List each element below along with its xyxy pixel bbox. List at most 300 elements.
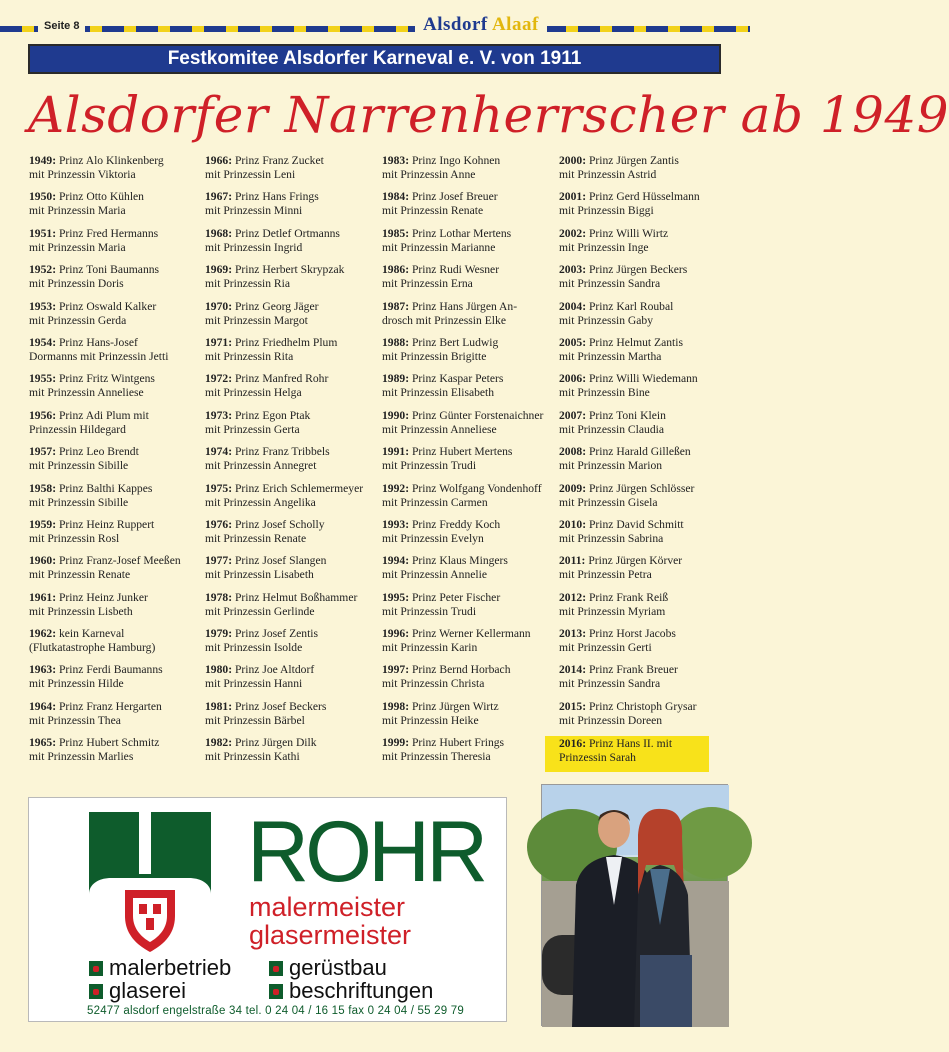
page-number: Seite 8 — [38, 20, 85, 32]
entry-line-2: Prinzessin Sarah — [559, 751, 636, 765]
photo-illustration — [542, 785, 729, 1027]
entry-year: 1982: — [205, 736, 233, 750]
entry-line-1: Prinz Jürgen Körver — [588, 554, 683, 568]
ruler-entry — [29, 663, 201, 699]
ruler-entry — [559, 263, 731, 299]
ruler-entry — [205, 736, 377, 772]
entry-line-2: mit Prinzessin Sibille — [29, 459, 129, 473]
ruler-entry — [382, 190, 554, 226]
entry-line-2: mit Prinzessin Ingrid — [205, 240, 303, 254]
entry-line-2: mit Prinzessin Brigitte — [382, 349, 487, 363]
entry-year: 1964: — [29, 699, 57, 713]
rohr-logo-icon — [89, 812, 211, 960]
entry-line-1: Prinz Jürgen Zantis — [588, 154, 679, 167]
entry-year: 2003: — [559, 263, 587, 277]
masthead — [415, 14, 547, 36]
entry-year: 1955: — [29, 372, 57, 386]
ruler-entry — [559, 482, 731, 518]
ruler-entry — [559, 554, 731, 590]
entry-year: 1970: — [205, 299, 233, 313]
top-bar — [0, 0, 750, 46]
entry-line-1: Prinz Helmut Boßhammer — [234, 590, 358, 604]
entry-year: 1974: — [205, 445, 233, 459]
entry-line-1: Prinz Hubert Mertens — [411, 445, 513, 459]
entry-line-2: (Flutkatastrophe Hamburg) — [29, 641, 156, 655]
entry-year: 2001: — [559, 190, 587, 204]
entry-line-1: Prinz Kaspar Peters — [411, 372, 504, 386]
ruler-entry — [559, 445, 731, 481]
entry-year: 2015: — [559, 699, 587, 713]
entry-line-2: mit Prinzessin Renate — [29, 568, 131, 582]
entry-line-2: mit Prinzessin Ria — [205, 277, 291, 291]
entry-line-1: Prinz Manfred Rohr — [234, 372, 329, 386]
ruler-entry — [382, 627, 554, 663]
entry-year: 1992: — [382, 481, 410, 495]
service-item — [269, 956, 387, 980]
service-bullet-icon — [269, 961, 283, 976]
ruler-entry — [29, 518, 201, 554]
ruler-entry — [205, 482, 377, 518]
entry-line-2: mit Prinzessin Rita — [205, 349, 294, 363]
service-label: malerbetrieb — [109, 955, 232, 980]
service-bullet-icon — [89, 961, 103, 976]
entry-year: 2004: — [559, 299, 587, 313]
entry-year: 2010: — [559, 517, 587, 531]
entry-line-1: Prinz Erich Schlemermeyer — [234, 481, 364, 495]
entry-year: 1988: — [382, 335, 410, 349]
ruler-entry — [382, 409, 554, 445]
ruler-entry — [559, 518, 731, 554]
entry-line-2: mit Prinzessin Sabrina — [559, 531, 664, 545]
entry-year: 1972: — [205, 372, 233, 386]
masthead-alaaf: Alaaf — [491, 14, 539, 35]
entry-year: 2009: — [559, 481, 587, 495]
entry-line-1: Prinz Frank Breuer — [588, 663, 678, 677]
entry-line-1: Prinz Harald Gilleßen — [588, 445, 691, 459]
entry-line-2: mit Prinzessin Astrid — [559, 168, 657, 181]
entry-year: 1967: — [205, 190, 233, 204]
ruler-entry — [205, 300, 377, 336]
entry-line-2: mit Prinzessin Hanni — [205, 677, 303, 691]
ruler-entry — [205, 372, 377, 408]
ruler-entry — [29, 591, 201, 627]
ruler-entry — [559, 336, 731, 372]
page-headline: Alsdorfer Narrenherrscher ab 1949 — [28, 86, 949, 144]
dashed-rule — [0, 26, 750, 32]
ruler-entry — [559, 300, 731, 336]
service-label: gerüstbau — [289, 955, 387, 980]
ruler-entry — [29, 263, 201, 299]
ruler-entry — [29, 300, 201, 336]
entry-year: 1976: — [205, 517, 233, 531]
entry-year: 1983: — [382, 154, 410, 167]
entry-line-1: Prinz Klaus Mingers — [411, 554, 508, 568]
entry-line-1: Prinz Oswald Kalker — [58, 299, 157, 313]
section-banner: Festkomitee Alsdorfer Karneval e. V. von 1911 — [28, 44, 721, 74]
entry-line-1: Prinz Hans Jürgen An- — [411, 299, 518, 313]
entry-year: 1957: — [29, 445, 57, 459]
entry-line-1: Prinz Helmut Zantis — [588, 335, 683, 349]
entry-year: 1984: — [382, 190, 410, 204]
ruler-entry — [382, 154, 554, 190]
ruler-entry — [382, 263, 554, 299]
ruler-entry — [205, 263, 377, 299]
trade-glasermeister: glasermeister — [249, 920, 412, 950]
entry-year: 2011: — [559, 554, 586, 568]
entry-line-1: Prinz Willi Wiedemann — [588, 372, 698, 386]
service-bullet-icon — [89, 984, 103, 999]
ruler-entry — [382, 372, 554, 408]
ruler-entry — [205, 336, 377, 372]
ruler-entry — [205, 591, 377, 627]
entry-line-2: mit Prinzessin Viktoria — [29, 168, 136, 181]
service-item — [269, 979, 433, 1003]
ruler-entry — [205, 700, 377, 736]
column-1 — [29, 154, 201, 773]
column-4 — [559, 154, 731, 772]
entry-line-1: Prinz Fred Hermanns — [58, 226, 159, 240]
entry-line-1: Prinz Frank Reiß — [588, 590, 669, 604]
entry-line-1: Prinz Toni Klein — [588, 408, 666, 422]
entry-line-1: Prinz Balthi Kappes — [58, 481, 153, 495]
entry-year: 1966: — [205, 154, 233, 167]
entry-line-1: Prinz Willi Wirtz — [588, 226, 669, 240]
entry-line-2: mit Prinzessin Kathi — [205, 750, 300, 764]
entry-line-1: Prinz David Schmitt — [588, 517, 684, 531]
entry-line-1: Prinz Hans II. mit — [588, 737, 673, 751]
ruler-entry — [205, 518, 377, 554]
service-label: glaserei — [109, 978, 187, 1003]
entry-line-1: Prinz Lothar Mertens — [411, 226, 512, 240]
entry-line-2: mit Prinzessin Evelyn — [382, 531, 484, 545]
ruler-entry — [29, 700, 201, 736]
entry-line-1: Prinz Josef Scholly — [234, 517, 325, 531]
entry-line-1: Prinz Toni Baumanns — [58, 263, 160, 277]
entry-year: 2012: — [559, 590, 587, 604]
entry-line-2: mit Prinzessin Margot — [205, 313, 308, 327]
entry-year: 1962: — [29, 627, 57, 641]
entry-line-1: Prinz Hubert Frings — [411, 736, 505, 750]
entry-line-1: Prinz Gerd Hüsselmann — [588, 190, 700, 204]
entry-line-2: mit Prinzessin Thea — [29, 713, 121, 727]
ruler-entry — [29, 482, 201, 518]
ruler-entry — [559, 700, 731, 736]
entry-line-1: Prinz Franz Tribbels — [234, 445, 330, 459]
entry-line-1: Prinz Detlef Ortmanns — [234, 226, 340, 240]
ruler-entry — [559, 591, 731, 627]
entry-year: 1958: — [29, 481, 57, 495]
entry-year: 1963: — [29, 663, 57, 677]
entry-year: 1968: — [205, 226, 233, 240]
entry-line-2: mit Prinzessin Inge — [559, 240, 649, 254]
entry-line-2: mit Prinzessin Doris — [29, 277, 124, 291]
entry-year: 2006: — [559, 372, 587, 386]
prince-couple-photo — [541, 784, 728, 1026]
column-3 — [382, 154, 554, 773]
entry-line-1: Prinz Heinz Ruppert — [58, 517, 155, 531]
ruler-entry — [29, 372, 201, 408]
entry-year: 2016: — [559, 737, 587, 751]
entry-line-2: mit Prinzessin Bärbel — [205, 713, 305, 727]
entry-year: 2005: — [559, 335, 587, 349]
entry-line-2: mit Prinzessin Annelie — [382, 568, 487, 582]
entry-line-2: mit Prinzessin Maria — [29, 240, 126, 254]
entry-year: 1995: — [382, 590, 410, 604]
entry-line-1: Prinz Fritz Wintgens — [58, 372, 155, 386]
entry-line-1: Prinz Josef Zentis — [234, 627, 319, 641]
entry-year: 1998: — [382, 699, 410, 713]
entry-line-1: Prinz Josef Breuer — [411, 190, 498, 204]
column-2 — [205, 154, 377, 773]
entry-line-1: Prinz Leo Brendt — [58, 445, 139, 459]
entry-line-2: mit Prinzessin Petra — [559, 568, 652, 582]
entry-line-1: Prinz Jürgen Wirtz — [411, 699, 499, 713]
entry-line-2: mit Prinzessin Doreen — [559, 713, 663, 727]
entry-line-2: mit Prinzessin Lisabeth — [205, 568, 314, 582]
entry-line-2: Dormanns mit Prinzessin Jetti — [29, 349, 169, 363]
service-bullet-icon — [269, 984, 283, 999]
ruler-entry — [205, 663, 377, 699]
entry-year: 1954: — [29, 335, 57, 349]
entry-line-2: mit Prinzessin Erna — [382, 277, 473, 291]
entry-line-1: Prinz Karl Roubal — [588, 299, 674, 313]
ruler-entry — [559, 154, 731, 190]
entry-line-1: Prinz Josef Beckers — [234, 699, 327, 713]
entry-year: 1997: — [382, 663, 410, 677]
service-item — [89, 956, 231, 980]
entry-line-1: Prinz Wolfgang Vondenhoff — [411, 481, 542, 495]
entry-year: 2014: — [559, 663, 587, 677]
entry-line-2: mit Prinzessin Theresia — [382, 750, 491, 764]
entry-year: 2013: — [559, 627, 587, 641]
entry-line-1: Prinz Freddy Koch — [411, 517, 501, 531]
entry-year: 1965: — [29, 736, 57, 750]
entry-year: 1986: — [382, 263, 410, 277]
entry-year: 2002: — [559, 226, 587, 240]
ruler-entry — [205, 227, 377, 263]
entry-line-1: kein Karneval — [58, 627, 125, 641]
ruler-entry — [382, 518, 554, 554]
rohr-advertisement — [28, 797, 507, 1022]
ruler-entry — [559, 227, 731, 263]
entry-year: 1969: — [205, 263, 233, 277]
entry-year: 2008: — [559, 445, 587, 459]
entry-year: 1991: — [382, 445, 410, 459]
entry-line-2: mit Prinzessin Anneliese — [29, 386, 144, 400]
ruler-entry — [559, 372, 731, 408]
entry-line-2: mit Prinzessin Gerta — [205, 422, 300, 436]
entry-year: 2007: — [559, 408, 587, 422]
entry-line-2: mit Prinzessin Heike — [382, 713, 479, 727]
entry-year: 1951: — [29, 226, 57, 240]
entry-line-2: mit Prinzessin Anne — [382, 168, 476, 181]
entry-line-1: Prinz Horst Jacobs — [588, 627, 676, 641]
entry-year: 1960: — [29, 554, 57, 568]
entry-line-1: Prinz Ferdi Baumanns — [58, 663, 163, 677]
entry-line-1: Prinz Ingo Kohnen — [411, 154, 501, 167]
ruler-entry — [382, 227, 554, 263]
entry-year: 1980: — [205, 663, 233, 677]
ruler-entry — [205, 627, 377, 663]
entry-line-1: Prinz Peter Fischer — [411, 590, 501, 604]
entry-line-1: Prinz Werner Kellermann — [411, 627, 531, 641]
entry-year: 1950: — [29, 190, 57, 204]
entry-line-2: mit Prinzessin Isolde — [205, 641, 303, 655]
entry-line-2: mit Prinzessin Gerlinde — [205, 604, 315, 618]
entry-year: 1952: — [29, 263, 57, 277]
ruler-entry — [29, 336, 201, 372]
ruler-entry — [382, 336, 554, 372]
service-label: beschriftungen — [289, 978, 434, 1003]
entry-line-2: mit Prinzessin Angelika — [205, 495, 316, 509]
entry-line-2: mit Prinzessin Gaby — [559, 313, 654, 327]
entry-line-1: Prinz Christoph Grysar — [588, 699, 697, 713]
entry-line-1: Prinz Jürgen Dilk — [234, 736, 317, 750]
ruler-entry — [205, 554, 377, 590]
ruler-entry — [559, 627, 731, 663]
entry-year: 1956: — [29, 408, 57, 422]
entry-line-1: Prinz Joe Altdorf — [234, 663, 315, 677]
ruler-entry — [382, 736, 554, 772]
entry-line-1: Prinz Adi Plum mit — [58, 408, 149, 422]
entry-line-1: Prinz Franz Zucket — [234, 154, 324, 167]
ruler-entry — [29, 736, 201, 772]
entry-line-2: mit Prinzessin Christa — [382, 677, 485, 691]
entry-line-2: mit Prinzessin Bine — [559, 386, 650, 400]
entry-line-1: Prinz Jürgen Beckers — [588, 263, 688, 277]
entry-line-1: Prinz Bernd Horbach — [411, 663, 511, 677]
entry-line-2: mit Prinzessin Gisela — [559, 495, 658, 509]
ruler-entry — [382, 482, 554, 518]
entry-line-2: mit Prinzessin Hilde — [29, 677, 124, 691]
entry-year: 1973: — [205, 408, 233, 422]
entry-line-2: mit Prinzessin Sandra — [559, 277, 661, 291]
entry-line-1: Prinz Günter Forstenaichner — [411, 408, 544, 422]
entry-line-2: mit Prinzessin Marianne — [382, 240, 496, 254]
ruler-entry — [29, 154, 201, 190]
entry-line-1: Prinz Hans-Josef — [58, 335, 138, 349]
entry-year: 1999: — [382, 736, 410, 750]
entry-line-2: mit Prinzessin Sandra — [559, 677, 661, 691]
entry-year: 1981: — [205, 699, 233, 713]
entry-year: 1985: — [382, 226, 410, 240]
ruler-entry — [29, 554, 201, 590]
entry-line-2: mit Prinzessin Helga — [205, 386, 302, 400]
entry-year: 1990: — [382, 408, 410, 422]
entry-line-2: mit Prinzessin Rosl — [29, 531, 120, 545]
ruler-entry — [545, 736, 709, 772]
entry-line-1: Prinz Otto Kühlen — [58, 190, 144, 204]
entry-line-1: Prinz Hans Frings — [234, 190, 319, 204]
entry-line-2: mit Prinzessin Karin — [382, 641, 478, 655]
ruler-entry — [29, 445, 201, 481]
entry-line-2: mit Prinzessin Lisbeth — [29, 604, 133, 618]
entry-year: 1978: — [205, 590, 233, 604]
entry-line-2: mit Prinzessin Sibille — [29, 495, 129, 509]
ruler-entry — [29, 409, 201, 445]
ruler-entry — [205, 445, 377, 481]
ruler-entry — [382, 663, 554, 699]
ruler-entry — [205, 409, 377, 445]
entry-line-2: mit Prinzessin Renate — [205, 531, 307, 545]
ruler-entry — [205, 154, 377, 190]
entry-line-2: Prinzessin Hildegard — [29, 422, 126, 436]
entry-line-2: mit Prinzessin Trudi — [382, 459, 477, 473]
entry-year: 1994: — [382, 554, 410, 568]
trade-malermeister: malermeister — [249, 892, 406, 922]
entry-line-2: mit Prinzessin Elisabeth — [382, 386, 495, 400]
brand-name: ROHR — [247, 804, 485, 900]
entry-line-2: mit Prinzessin Carmen — [382, 495, 488, 509]
entry-line-1: Prinz Heinz Junker — [58, 590, 148, 604]
ruler-entry — [29, 627, 201, 663]
entry-line-1: Prinz Bert Ludwig — [411, 335, 499, 349]
entry-line-2: mit Prinzessin Annegret — [205, 459, 317, 473]
entry-line-1: Prinz Jürgen Schlösser — [588, 481, 695, 495]
entry-line-2: drosch mit Prinzessin Elke — [382, 313, 506, 327]
entry-line-2: mit Prinzessin Leni — [205, 168, 296, 181]
ruler-entry — [559, 409, 731, 445]
ruler-entry — [559, 190, 731, 226]
entry-line-2: mit Prinzessin Marion — [559, 459, 663, 473]
entry-line-2: mit Prinzessin Trudi — [382, 604, 477, 618]
entry-line-1: Prinz Rudi Wesner — [411, 263, 500, 277]
entry-year: 1993: — [382, 517, 410, 531]
masthead-alsdorf: Alsdorf — [423, 14, 488, 35]
entry-line-1: Prinz Alo Klinkenberg — [58, 154, 164, 167]
entry-year: 1989: — [382, 372, 410, 386]
entry-line-2: mit Prinzessin Claudia — [559, 422, 664, 436]
entry-line-2: mit Prinzessin Gerti — [559, 641, 652, 655]
contact-address: 52477 alsdorf engelstraße 34 tel. 0 24 04 / 16 15 fax 0 24 04 / 55 29 79 — [87, 1005, 464, 1017]
service-item — [89, 979, 186, 1003]
ruler-entry — [382, 591, 554, 627]
ruler-entry — [382, 445, 554, 481]
entry-year: 1975: — [205, 481, 233, 495]
entry-year: 1977: — [205, 554, 233, 568]
entry-line-2: mit Prinzessin Renate — [382, 204, 484, 218]
entry-line-1: Prinz Egon Ptak — [234, 408, 311, 422]
ruler-entry — [559, 663, 731, 699]
entry-line-1: Prinz Franz-Josef Meeßen — [58, 554, 181, 568]
entry-line-1: Prinz Hubert Schmitz — [58, 736, 160, 750]
ruler-entry — [29, 190, 201, 226]
entry-line-2: mit Prinzessin Anneliese — [382, 422, 497, 436]
entry-line-2: mit Prinzessin Martha — [559, 349, 662, 363]
ruler-entry — [382, 700, 554, 736]
entry-year: 1959: — [29, 517, 57, 531]
entry-year: 1971: — [205, 335, 233, 349]
entry-line-1: Prinz Friedhelm Plum — [234, 335, 338, 349]
entry-line-1: Prinz Franz Hergarten — [58, 699, 162, 713]
ruler-entry — [382, 554, 554, 590]
entry-year: 1961: — [29, 590, 57, 604]
ruler-entry — [29, 227, 201, 263]
entry-year: 1996: — [382, 627, 410, 641]
ruler-entry — [382, 300, 554, 336]
entry-line-2: mit Prinzessin Maria — [29, 204, 126, 218]
entry-year: 1949: — [29, 154, 57, 167]
entry-line-2: mit Prinzessin Gerda — [29, 313, 127, 327]
ruler-entry — [205, 190, 377, 226]
entry-line-1: Prinz Herbert Skrypzak — [234, 263, 345, 277]
entry-year: 1979: — [205, 627, 233, 641]
entry-line-2: mit Prinzessin Biggi — [559, 204, 654, 218]
entry-line-2: mit Prinzessin Myriam — [559, 604, 666, 618]
entry-line-1: Prinz Josef Slangen — [234, 554, 327, 568]
entry-year: 1953: — [29, 299, 57, 313]
entry-year: 1987: — [382, 299, 410, 313]
